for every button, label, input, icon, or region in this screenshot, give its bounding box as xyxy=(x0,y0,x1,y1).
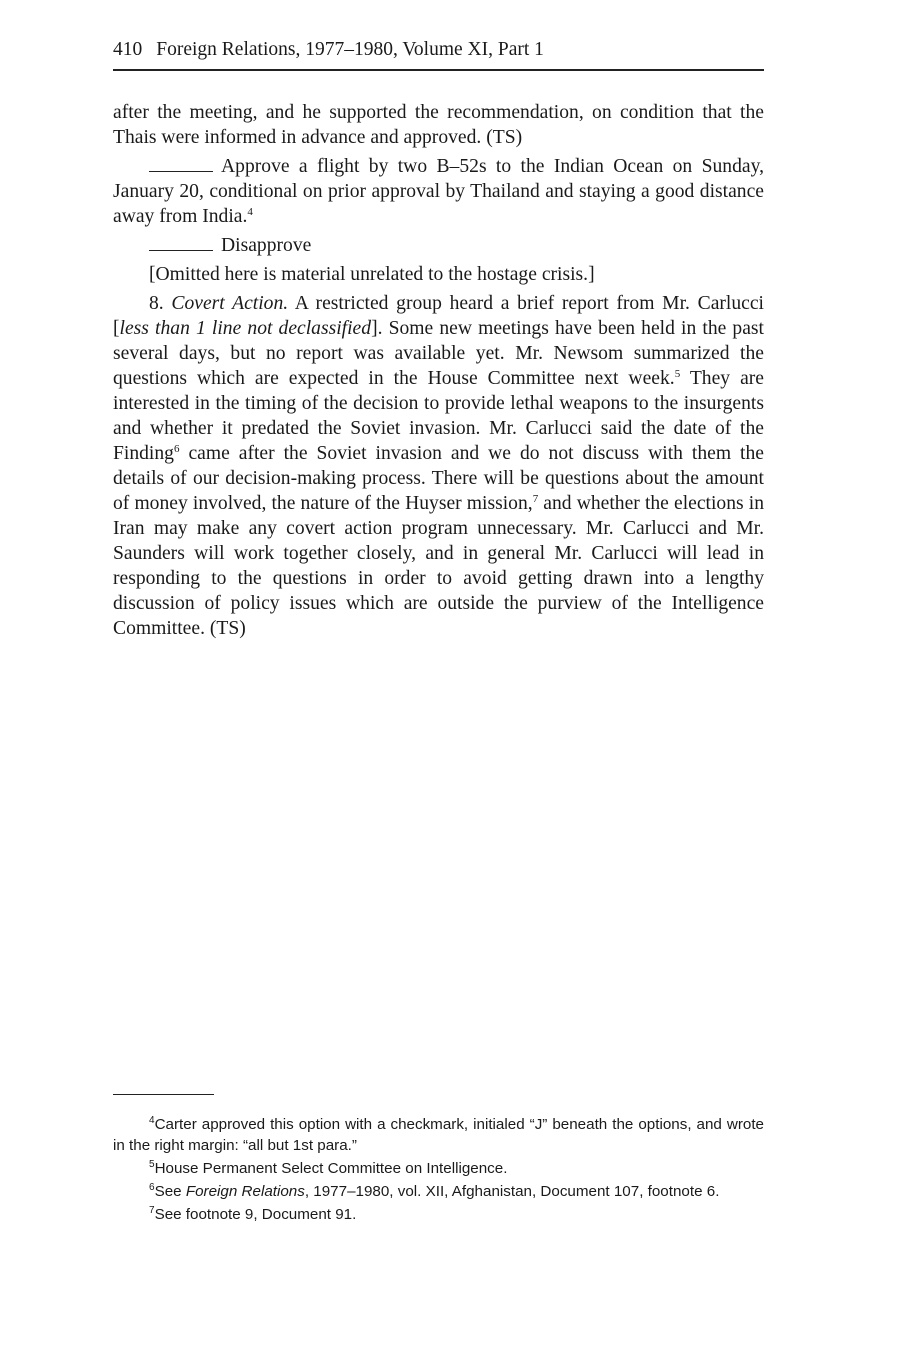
covert-text-e: and whether the elections in Iran may make any covert action program unnecessary. Mr. Carlucci and Mr. Saunders will work together closely, and in general Mr. Carlucci will lead in responding to the questions in order to avoid getting drawn into a lengthy discussion of policy issues which are outside the purview of the Intelligence Committee. (TS) xyxy=(113,493,764,639)
section-heading: Covert Action. xyxy=(171,293,289,314)
footnote-4 xyxy=(113,1114,764,1156)
option-disapprove-text: Disapprove xyxy=(221,235,312,256)
footnote-5 xyxy=(113,1158,764,1179)
option-approve xyxy=(113,154,764,229)
footnote-text: See footnote 9, Document 91. xyxy=(154,1206,357,1223)
footnote-text: Carter approved this option with a checkmark, initialed “J” beneath the options, and wrote in the right margin: “all but 1st para.” xyxy=(113,1116,764,1154)
paragraph-covert-action xyxy=(113,291,764,641)
header-rule xyxy=(113,69,764,71)
covert-text-b: ]. Some new meetings have been held in the past several days, but no report was available yet. Mr. Newsom summarized the questions which are expected in the House Committee next week. xyxy=(113,318,764,389)
footnotes xyxy=(113,1114,764,1227)
footnote-number: 6 xyxy=(149,1182,155,1193)
page-number: 410 xyxy=(113,39,143,60)
footnote-number: 4 xyxy=(149,1115,155,1126)
option-approve-text: Approve a flight by two B–52s to the Indian Ocean on Sunday, January 20, conditional on prior approval by Thailand and staying a good distance away from India. xyxy=(113,156,764,227)
redaction-note: less than 1 line not declassified xyxy=(119,318,372,339)
paragraph-continuation: after the meeting, and he supported the recommendation, on condition that the Thais were informed in advance and approved. (TS) xyxy=(113,102,764,148)
footnote-text: House Permanent Select Committee on Intelligence. xyxy=(154,1160,508,1177)
footnote-number: 7 xyxy=(149,1205,155,1216)
covert-text-c: They are interested in the timing of the decision to provide lethal weapons to the insurgents and whether it predated the Soviet invasion. Mr. Carlucci said the date of the Finding xyxy=(113,368,764,464)
running-head xyxy=(113,36,764,64)
footnote-6 xyxy=(113,1181,764,1202)
footnote-italic-title: Foreign Relations xyxy=(185,1183,305,1200)
footnote-ref-6: 6 xyxy=(173,443,180,455)
approve-blank-line xyxy=(149,157,213,172)
covert-text-d: came after the Soviet invasion and we do not discuss with them the details of our decision-making process. There will be questions about the amount of money involved, the nature of the Huyser mission, xyxy=(113,443,764,514)
section-number: 8. xyxy=(149,293,164,314)
footnote-ref-7: 7 xyxy=(532,493,539,505)
footnote-ref-4: 4 xyxy=(247,206,253,218)
footnote-7 xyxy=(113,1204,764,1225)
footnote-rule xyxy=(113,1094,214,1095)
footnote-ref-5: 5 xyxy=(674,368,681,380)
footnote-text: See xyxy=(154,1183,186,1200)
footnote-number: 5 xyxy=(149,1159,155,1170)
volume-title: Foreign Relations, 1977–1980, Volume XI, Part 1 xyxy=(156,39,544,60)
disapprove-blank-line xyxy=(149,236,213,251)
covert-text-a: A restricted group heard a brief report from Mr. Carlucci [ xyxy=(113,293,764,339)
option-disapprove xyxy=(113,233,764,258)
footnote-text: , 1977–1980, vol. XII, Afghanistan, Document 107, footnote 6. xyxy=(304,1183,720,1200)
body-text xyxy=(113,100,764,645)
omitted-note: [Omitted here is material unrelated to the hostage crisis.] xyxy=(149,264,595,285)
